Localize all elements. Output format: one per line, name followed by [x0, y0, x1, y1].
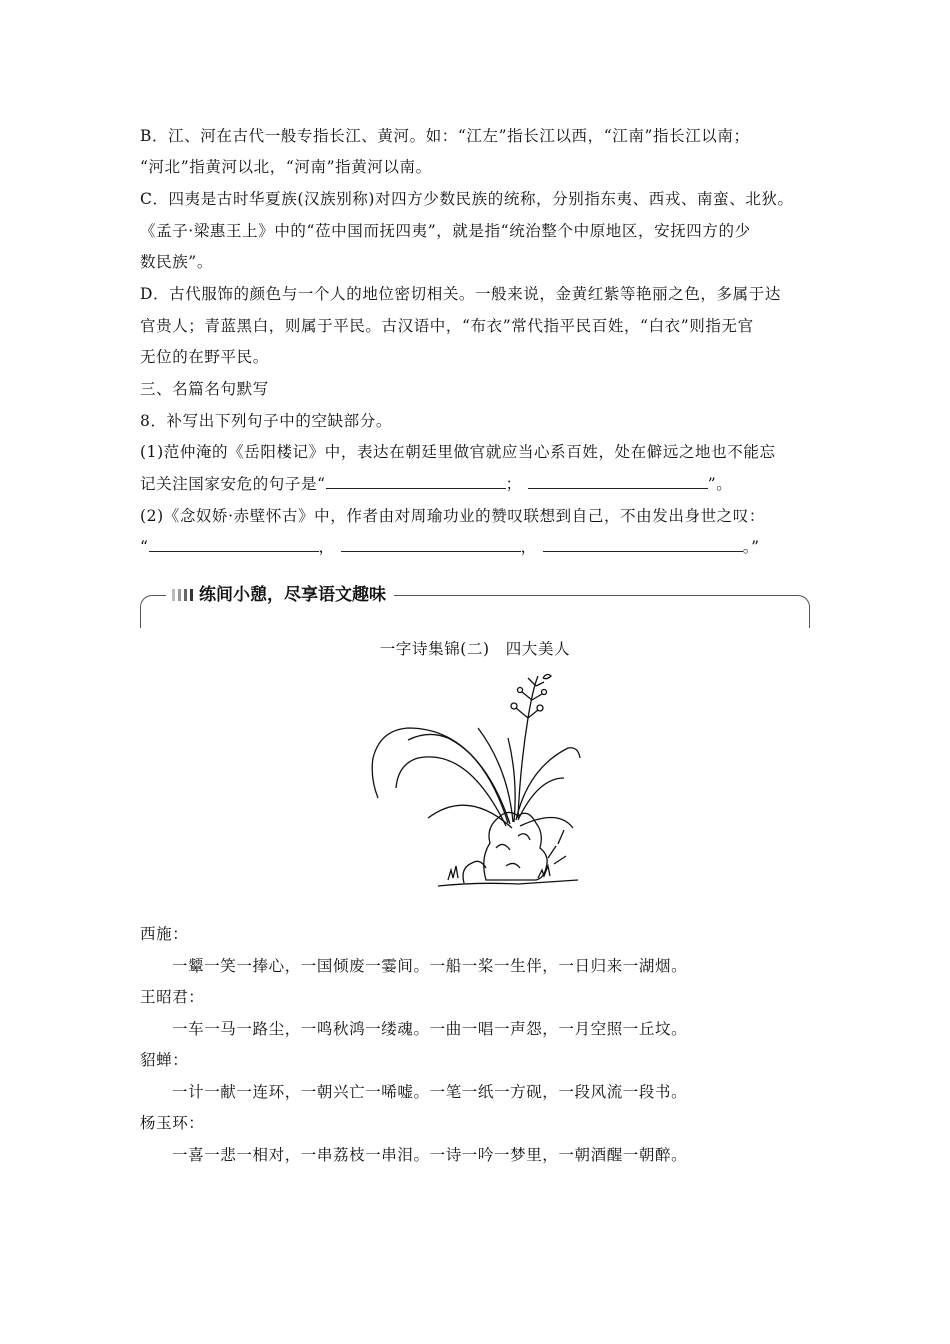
option-c-line-1: C．四夷是古时华夏族(汉族别称)对四方少数民族的统称，分别指东夷、西戎、南蛮、北狄。 [140, 190, 794, 208]
question-8: 8．补写出下列句子中的空缺部分。 [140, 412, 392, 430]
option-b-line-2: “河北”指黄河以北，“河南”指黄河以南。 [140, 158, 432, 176]
beauty-name-wangzhaojun: 王昭君： [140, 988, 205, 1006]
closing-quote: ”。 [707, 475, 733, 493]
poem-collection-title: 一字诗集锦(二) 四大美人 [379, 640, 571, 658]
separator: ， [318, 538, 335, 556]
section-heading: 三、名篇名句默写 [140, 380, 269, 398]
option-d-line-3: 无位的在野平民。 [140, 348, 269, 366]
beauty-name-xishi: 西施： [140, 925, 189, 943]
separator: ； [505, 475, 522, 493]
option-c-line-3: 数民族”。 [140, 253, 213, 271]
answer-blank-2[interactable] [528, 474, 708, 489]
section-banner [166, 583, 394, 607]
beauty-name-diaochan: 貂蝉： [140, 1051, 189, 1069]
separator: ， [520, 538, 537, 556]
answer-blank-3[interactable] [149, 537, 319, 552]
verse-yangyuhuan: 一喜一悲一相对，一串荔枝一串泪。一诗一吟一梦里，一朝酒醒一朝醉。 [172, 1146, 688, 1164]
orchid-rock-drawing-icon [368, 668, 583, 893]
question-8-1-prefix-text: 记关注国家安危的句子是“ [140, 475, 326, 493]
bars-icon [172, 589, 193, 601]
answer-blank-1[interactable] [326, 474, 506, 489]
beauty-name-yangyuhuan: 杨玉环： [140, 1114, 205, 1132]
option-d-line-1: D．古代服饰的颜色与一个人的地位密切相关。一般来说，金黄红紫等艳丽之色，多属于达 [140, 285, 781, 303]
question-8-2-line-1: (2)《念奴娇·赤壁怀古》中，作者由对周瑜功业的赞叹联想到自己，不由发出身世之叹： [140, 507, 765, 525]
option-d-line-2: 官贵人；青蓝黑白，则属于平民。古汉语中，“布衣”常代指平民百姓，“白衣”则指无官 [140, 317, 754, 335]
option-b-line-1: B．江、河在古代一般专指长江、黄河。如：“江左”指长江以西，“江南”指长江以南； [140, 127, 750, 145]
answer-blank-4[interactable] [341, 537, 521, 552]
verse-wangzhaojun: 一车一马一路尘，一鸣秋鸿一缕魂。一曲一唱一声怨，一月空照一丘坟。 [172, 1020, 688, 1038]
verse-diaochan: 一计一献一连环，一朝兴亡一唏嘘。一笔一纸一方砚，一段风流一段书。 [172, 1083, 688, 1101]
opening-quote: “ [140, 538, 149, 556]
answer-blank-5[interactable] [543, 537, 743, 552]
question-8-1-line-1: (1)范仲淹的《岳阳楼记》中，表达在朝廷里做官就应当心系百姓，处在僻远之地也不能忘 [140, 443, 776, 461]
closing-quote: 。” [742, 538, 760, 556]
option-c-line-2: 《孟子·梁惠王上》中的“莅中国而抚四夷”，就是指“统治整个中原地区，安抚四方的少 [140, 222, 751, 240]
section-banner-title: 练间小憩，尽享语文趣味 [199, 585, 386, 605]
question-8-2-line-2 [140, 537, 760, 557]
verse-xishi: 一颦一笑一捧心，一国倾废一霎间。一船一桨一生伴，一日归来一湖烟。 [172, 957, 688, 975]
question-8-1-line-2 [140, 474, 732, 494]
